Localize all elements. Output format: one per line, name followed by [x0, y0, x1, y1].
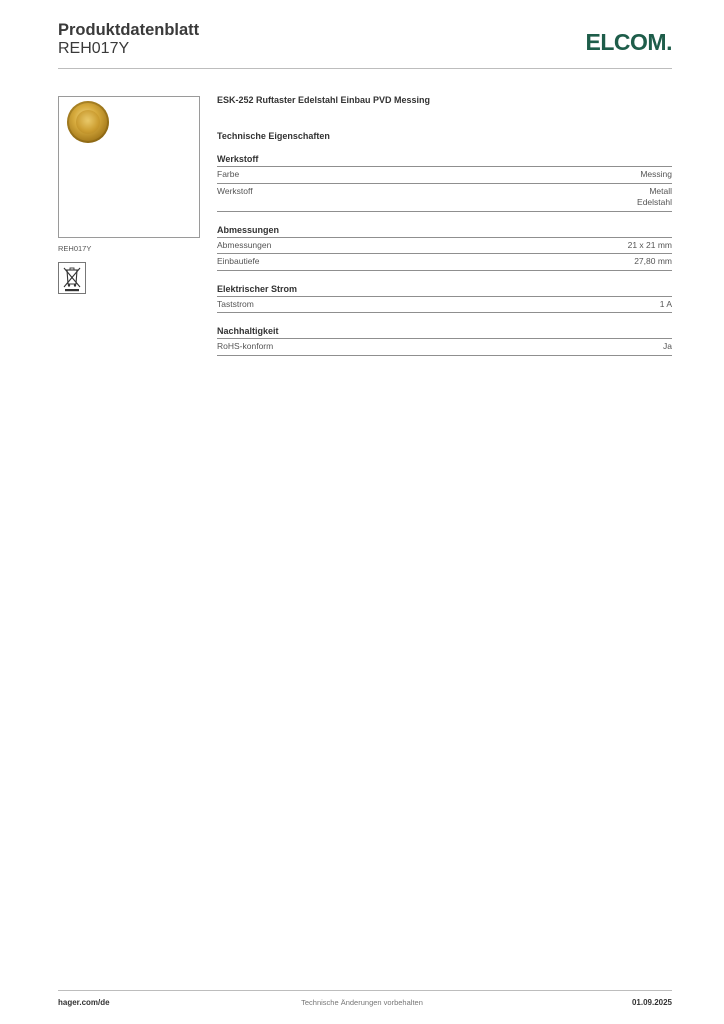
spec-row	[217, 238, 672, 255]
spec-row	[217, 167, 672, 184]
product-image-frame	[58, 96, 200, 238]
product-image	[67, 101, 109, 143]
elcom-logo: ELCOM.	[585, 29, 672, 55]
product-name: ESK-252 Ruftaster Edelstahl Einbau PVD Messing	[217, 95, 431, 105]
weee-crossed-bin-icon-graphic	[59, 263, 85, 293]
footer-disclaimer: Technische Änderungen vorbehalten	[301, 998, 423, 1007]
section-title: Nachhaltigkeit	[217, 326, 672, 339]
footer-date: 01.09.2025	[631, 998, 672, 1007]
spec-label: RoHS-konform	[217, 341, 274, 351]
spec-value: Edelstahl	[637, 197, 672, 207]
section-title: Werkstoff	[217, 154, 672, 167]
spec-value: 1 A	[659, 298, 672, 309]
document-title: Produktdatenblatt	[58, 21, 200, 39]
section-title: Abmessungen	[217, 225, 672, 238]
spec-value: Messing	[640, 169, 672, 179]
spec-row	[217, 297, 672, 314]
spec-row	[217, 184, 672, 212]
page-header	[58, 20, 672, 70]
spec-label: Abmessungen	[217, 239, 272, 250]
spec-value: 27,80 mm	[634, 256, 672, 266]
spec-value: 21 x 21 mm	[627, 239, 672, 250]
product-image-center	[76, 110, 100, 134]
footer-website-link[interactable]: hager.com/de	[58, 998, 110, 1007]
spec-row	[217, 339, 672, 356]
document-article-number: REH017Y	[58, 40, 130, 57]
spec-label: Taststrom	[217, 298, 254, 309]
footer-divider	[58, 990, 672, 991]
section-elektrischer-strom	[217, 284, 672, 314]
spec-value: Ja	[663, 341, 672, 351]
spec-label: Werkstoff	[217, 185, 253, 196]
technical-properties-heading: Technische Eigenschaften	[217, 131, 330, 141]
spec-value: Metall	[649, 185, 672, 196]
section-title: Elektrischer Strom	[217, 284, 672, 297]
weee-crossed-bin-icon	[58, 262, 86, 294]
spec-label: Einbautiefe	[217, 256, 260, 266]
section-nachhaltigkeit	[217, 326, 672, 356]
spec-label: Farbe	[217, 169, 240, 179]
product-image-caption: REH017Y	[58, 244, 92, 253]
specifications-panel	[217, 95, 672, 356]
header-divider	[58, 68, 672, 69]
section-abmessungen	[217, 225, 672, 271]
spec-row	[217, 254, 672, 271]
section-werkstoff	[217, 154, 672, 212]
